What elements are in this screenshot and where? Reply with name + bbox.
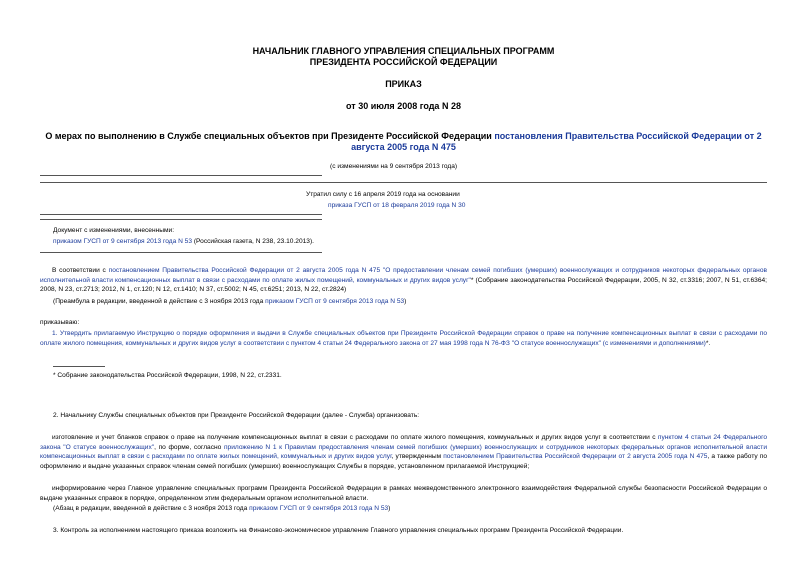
preamble-note-link[interactable]: приказом ГУСП от 9 сентября 2013 года N 53 — [265, 298, 405, 305]
divider — [40, 214, 322, 215]
preamble-link[interactable]: постановлением Правительства Российской Федерации от 2 августа 2005 года N 475 "О предоставлении членам семей погибших (умерших) военнослужащих и сотрудников некоторых федеральных органов исполнительной власти компенсационных выплат в связи с расходами по оплате жилых помещений, коммунальных и других видов услуг" — [40, 267, 767, 284]
status-line: Утратил силу с 16 апреля 2019 года на основании — [306, 191, 460, 198]
item-2-a-link-1[interactable]: пунктом 4 статьи 24 Федерального закона "О статусе военнослужащих" — [40, 434, 768, 451]
item-2-b: информирование через Главное управление специальных программ Президента Российской Федерации в рамках межведомственного электронного взаимодействия Федеральной службы безопасности Российской Федерации о выдаче указанных справок в порядке, определенном этим федеральным органом исполнительной власти. — [40, 485, 767, 502]
item-2-a-link-3[interactable]: постановлением Правительства Российской Федерации от 2 августа 2005 года N 475 — [443, 453, 708, 460]
header-line-1: НАЧАЛЬНИК ГЛАВНОГО УПРАВЛЕНИЯ СПЕЦИАЛЬНЫХ ПРОГРАММ — [252, 46, 555, 56]
footnote-divider — [53, 366, 105, 367]
doc-date-number: от 30 июля 2008 года N 28 — [346, 101, 461, 111]
item-2-a-mid-1: , по форме, согласно — [154, 443, 224, 451]
preamble-note-end: ) — [404, 298, 407, 305]
item-2-b-note-end: ) — [388, 505, 391, 512]
item-1-link[interactable]: 1. Утвердить прилагаемую Инструкцию о порядке оформления и выдачи в Службе специальных объектов при Президенте Российской Федерации справок о праве на получение компенсационных выплат в связи с расходами по оплате жилого помещения, коммунальных и других видов услуг в соответствии с пунктом 4 статьи 24 Федерального закона от 27 мая 1998 года N 76-ФЗ "О статусе военнослужащих" (с изменениями и дополнениями) — [40, 330, 767, 347]
header-line-2: ПРЕЗИДЕНТА РОССИЙСКОЙ ФЕДЕРАЦИИ — [309, 57, 498, 67]
divider — [40, 219, 322, 220]
amended-note: (с изменениями на 9 сентября 2013 года) — [330, 163, 458, 170]
item-2-b-note-link[interactable]: приказом ГУСП от 9 сентября 2013 года N 53 — [249, 505, 389, 512]
divider — [40, 182, 767, 183]
item-2-a-link-2[interactable]: приложению N 1 к Правилам предоставления членам семей погибших (умерших) военнослужащих и сотрудников некоторых федеральных органов исполнительной власти компенсационных выплат в связи с расходами по оплате жилых помещений, коммунальных и других видов услуг — [40, 443, 768, 460]
amend-docs-source: (Российская газета, N 238, 23.10.2013). — [192, 238, 314, 245]
amend-docs-label: Документ с изменениями, внесенными: — [53, 227, 175, 234]
item-3: 3. Контроль за исполнением настоящего приказа возложить на Финансово-экономическое управление Главного управления специальных программ Президента Российской Федерации. — [53, 527, 624, 534]
preamble-paragraph — [40, 266, 767, 295]
order-word: приказываю: — [40, 319, 80, 326]
title-link[interactable]: постановления Правительства Российской Федерации от 2 августа 2005 года N 475 — [351, 131, 762, 152]
doc-type: ПРИКАЗ — [385, 79, 422, 89]
amend-docs-link[interactable]: приказом ГУСП от 9 сентября 2013 года N 53 — [53, 238, 193, 245]
preamble-note-start: (Преамбула в редакции, введенной в действие с 3 ноября 2013 года — [53, 298, 266, 305]
divider — [40, 175, 322, 176]
item-2-a-mid-2: , утвержденным — [391, 453, 444, 460]
item-2-a-start: изготовление и учет бланков справок о праве на получение компенсационных выплат в связи с расходами по оплате жилого помещения, коммунальных и других видов услуг в соответствии с — [52, 434, 658, 441]
item-2-a — [40, 433, 767, 471]
preamble-end: * (Собрание законодательства Российской Федерации, 2005, N 32, ст.3316; 2007, N 51, ст.6364; 2008, N 23, ст.2713; 2012, N 1, ст.120; N 12, ст.1410; N 37, ст.5002; N 45, ст.6251; 2013, N 22, ст.2824) — [40, 276, 768, 293]
preamble-start: В соответствии с — [52, 267, 109, 274]
divider — [40, 252, 322, 253]
item-2-b-note-start: (Абзац в редакции, введенной в действие с 3 ноября 2013 года — [53, 505, 250, 512]
amend-docs-line — [53, 237, 314, 247]
preamble-note — [53, 297, 406, 307]
title-text: О мерах по выполнению в Службе специальных объектов при Президенте Российской Федерации — [45, 131, 495, 141]
status-link[interactable]: приказа ГУСП от 18 февраля 2019 года N 30 — [328, 202, 466, 209]
footnote: * Собрание законодательства Российской Федерации, 1998, N 22, ст.2331. — [53, 372, 282, 379]
doc-title — [45, 131, 762, 153]
item-1-end: *. — [705, 339, 711, 347]
item-2-intro: 2. Начальнику Службы специальных объектов при Президенте Российской Федерации (далее - Служба) организовать: — [53, 412, 420, 419]
item-2-a-end: , а также работу по оформлению и выдаче указанных справок членам семей погибших (умерших) военнослужащих Службы в порядке, установленном прилагаемой Инструкцией; — [40, 453, 768, 470]
item-1 — [40, 329, 767, 348]
item-2-b-note — [53, 504, 390, 514]
